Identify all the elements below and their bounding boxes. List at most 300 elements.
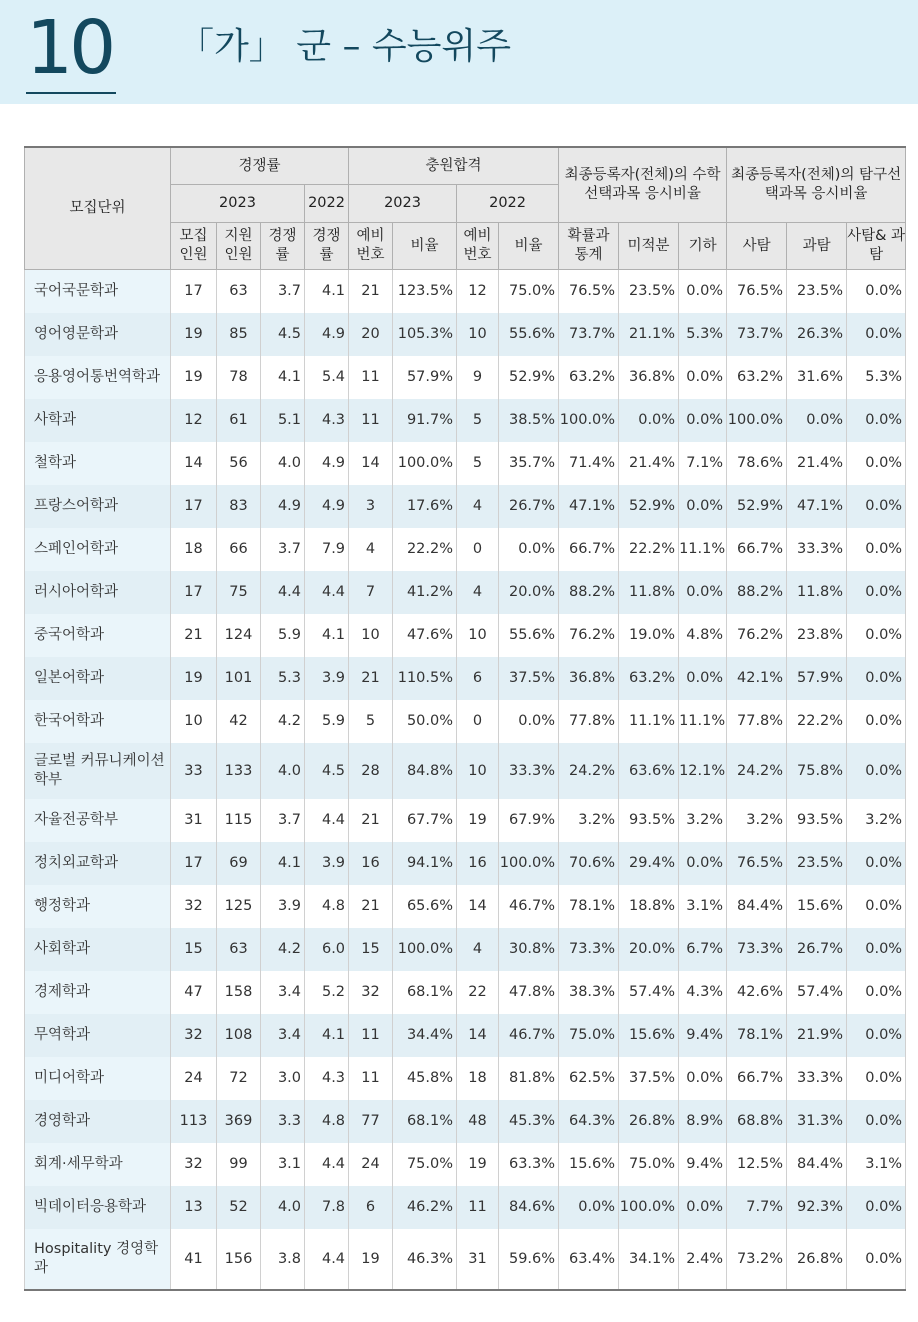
cell-unit-name: 사학과	[25, 399, 171, 442]
cell-unit-name: 러시아어학과	[25, 571, 171, 614]
cell-geometry: 3.1%	[679, 885, 727, 928]
cell-geometry: 12.1%	[679, 743, 727, 799]
cell-rate-2023: 4.1	[261, 356, 305, 399]
cell-wait-ratio-2023: 65.6%	[393, 885, 457, 928]
cell-rate-2023: 3.7	[261, 799, 305, 842]
cell-quota: 14	[171, 442, 217, 485]
cell-both: 3.2%	[847, 799, 906, 842]
cell-rate-2023: 4.0	[261, 743, 305, 799]
cell-rate-2022: 4.8	[305, 1100, 349, 1143]
cell-science: 23.8%	[787, 614, 847, 657]
col-science: 과탐	[787, 223, 847, 270]
cell-wait-no-2023: 21	[349, 885, 393, 928]
cell-prob-stat: 76.2%	[559, 614, 619, 657]
header-competition-2022: 2022	[305, 185, 349, 223]
cell-wait-no-2022: 4	[457, 485, 499, 528]
cell-prob-stat: 36.8%	[559, 657, 619, 700]
cell-rate-2022: 4.8	[305, 885, 349, 928]
table-row	[25, 885, 906, 928]
cell-both: 0.0%	[847, 743, 906, 799]
cell-unit-name: 경영학과	[25, 1100, 171, 1143]
cell-wait-no-2023: 16	[349, 842, 393, 885]
cell-wait-no-2023: 6	[349, 1186, 393, 1229]
cell-wait-ratio-2023: 100.0%	[393, 928, 457, 971]
cell-quota: 19	[171, 313, 217, 356]
cell-wait-no-2023: 7	[349, 571, 393, 614]
cell-wait-ratio-2022: 46.7%	[499, 885, 559, 928]
cell-science: 21.9%	[787, 1014, 847, 1057]
cell-unit-name: 글로벌 커뮤니케이션학부	[25, 743, 171, 799]
cell-unit-name: 응용영어통번역학과	[25, 356, 171, 399]
cell-geometry: 3.2%	[679, 799, 727, 842]
cell-applicants: 66	[217, 528, 261, 571]
cell-rate-2023: 3.4	[261, 1014, 305, 1057]
cell-wait-no-2022: 19	[457, 799, 499, 842]
cell-prob-stat: 100.0%	[559, 399, 619, 442]
table-row	[25, 657, 906, 700]
cell-wait-no-2023: 11	[349, 1057, 393, 1100]
cell-applicants: 115	[217, 799, 261, 842]
cell-rate-2023: 3.3	[261, 1100, 305, 1143]
cell-unit-name: 일본어학과	[25, 657, 171, 700]
cell-wait-ratio-2022: 37.5%	[499, 657, 559, 700]
cell-wait-no-2023: 21	[349, 270, 393, 313]
cell-social: 78.1%	[727, 1014, 787, 1057]
cell-social: 66.7%	[727, 1057, 787, 1100]
cell-wait-ratio-2023: 50.0%	[393, 700, 457, 743]
cell-calculus: 20.0%	[619, 928, 679, 971]
cell-science: 21.4%	[787, 442, 847, 485]
table-row	[25, 356, 906, 399]
cell-wait-ratio-2023: 57.9%	[393, 356, 457, 399]
cell-wait-ratio-2022: 26.7%	[499, 485, 559, 528]
cell-wait-ratio-2023: 91.7%	[393, 399, 457, 442]
cell-science: 75.8%	[787, 743, 847, 799]
cell-science: 31.6%	[787, 356, 847, 399]
cell-rate-2022: 4.3	[305, 1057, 349, 1100]
cell-prob-stat: 88.2%	[559, 571, 619, 614]
cell-social: 42.6%	[727, 971, 787, 1014]
table-row	[25, 928, 906, 971]
cell-unit-name: Hospitality 경영학과	[25, 1229, 171, 1290]
cell-geometry: 4.3%	[679, 971, 727, 1014]
cell-wait-no-2022: 9	[457, 356, 499, 399]
cell-both: 0.0%	[847, 885, 906, 928]
col-both: 사탐& 과탐	[847, 223, 906, 270]
cell-geometry: 9.4%	[679, 1014, 727, 1057]
cell-wait-no-2023: 32	[349, 971, 393, 1014]
cell-science: 33.3%	[787, 1057, 847, 1100]
cell-both: 0.0%	[847, 399, 906, 442]
cell-quota: 19	[171, 657, 217, 700]
cell-rate-2022: 7.9	[305, 528, 349, 571]
cell-wait-no-2022: 18	[457, 1057, 499, 1100]
col-wait-no-2022: 예비 번호	[457, 223, 499, 270]
cell-wait-ratio-2023: 75.0%	[393, 1143, 457, 1186]
cell-geometry: 0.0%	[679, 842, 727, 885]
cell-rate-2022: 4.9	[305, 313, 349, 356]
cell-wait-ratio-2023: 22.2%	[393, 528, 457, 571]
cell-both: 0.0%	[847, 928, 906, 971]
cell-rate-2022: 4.5	[305, 743, 349, 799]
table-row	[25, 743, 906, 799]
cell-quota: 31	[171, 799, 217, 842]
cell-both: 5.3%	[847, 356, 906, 399]
cell-social: 68.8%	[727, 1100, 787, 1143]
cell-science: 47.1%	[787, 485, 847, 528]
cell-rate-2022: 4.4	[305, 1229, 349, 1290]
cell-rate-2023: 4.1	[261, 842, 305, 885]
cell-wait-ratio-2022: 52.9%	[499, 356, 559, 399]
cell-applicants: 72	[217, 1057, 261, 1100]
cell-applicants: 63	[217, 928, 261, 971]
cell-wait-ratio-2022: 67.9%	[499, 799, 559, 842]
cell-applicants: 158	[217, 971, 261, 1014]
cell-wait-ratio-2023: 17.6%	[393, 485, 457, 528]
cell-calculus: 0.0%	[619, 399, 679, 442]
cell-social: 52.9%	[727, 485, 787, 528]
cell-prob-stat: 73.7%	[559, 313, 619, 356]
cell-wait-no-2023: 11	[349, 1014, 393, 1057]
cell-calculus: 52.9%	[619, 485, 679, 528]
header-waitlist-2022: 2022	[457, 185, 559, 223]
cell-rate-2022: 6.0	[305, 928, 349, 971]
cell-rate-2023: 3.1	[261, 1143, 305, 1186]
cell-science: 22.2%	[787, 700, 847, 743]
cell-geometry: 0.0%	[679, 657, 727, 700]
cell-prob-stat: 63.4%	[559, 1229, 619, 1290]
cell-wait-ratio-2023: 105.3%	[393, 313, 457, 356]
cell-social: 73.3%	[727, 928, 787, 971]
cell-wait-no-2023: 3	[349, 485, 393, 528]
col-wait-ratio-2022: 비율	[499, 223, 559, 270]
cell-rate-2023: 4.0	[261, 442, 305, 485]
cell-social: 42.1%	[727, 657, 787, 700]
cell-wait-no-2022: 31	[457, 1229, 499, 1290]
cell-wait-ratio-2023: 68.1%	[393, 1100, 457, 1143]
header-math-ratio: 최종등록자(전체)의 수학선택과목 응시비율	[559, 147, 727, 223]
table-row	[25, 528, 906, 571]
table-row	[25, 399, 906, 442]
col-social: 사탐	[727, 223, 787, 270]
cell-applicants: 69	[217, 842, 261, 885]
cell-both: 0.0%	[847, 571, 906, 614]
col-applicants: 지원 인원	[217, 223, 261, 270]
cell-rate-2023: 3.7	[261, 528, 305, 571]
cell-geometry: 2.4%	[679, 1229, 727, 1290]
table-row	[25, 1014, 906, 1057]
col-wait-ratio-2023: 비율	[393, 223, 457, 270]
cell-wait-ratio-2022: 75.0%	[499, 270, 559, 313]
cell-quota: 17	[171, 270, 217, 313]
cell-geometry: 0.0%	[679, 1186, 727, 1229]
cell-calculus: 22.2%	[619, 528, 679, 571]
cell-both: 0.0%	[847, 270, 906, 313]
cell-quota: 32	[171, 885, 217, 928]
cell-quota: 17	[171, 485, 217, 528]
cell-wait-ratio-2023: 47.6%	[393, 614, 457, 657]
cell-wait-no-2022: 0	[457, 700, 499, 743]
cell-calculus: 100.0%	[619, 1186, 679, 1229]
cell-both: 0.0%	[847, 842, 906, 885]
cell-wait-no-2022: 4	[457, 928, 499, 971]
table-row	[25, 270, 906, 313]
cell-unit-name: 미디어학과	[25, 1057, 171, 1100]
cell-wait-ratio-2022: 0.0%	[499, 528, 559, 571]
cell-wait-no-2023: 15	[349, 928, 393, 971]
cell-social: 100.0%	[727, 399, 787, 442]
cell-prob-stat: 73.3%	[559, 928, 619, 971]
cell-wait-no-2022: 10	[457, 614, 499, 657]
cell-quota: 19	[171, 356, 217, 399]
col-wait-no-2023: 예비 번호	[349, 223, 393, 270]
table-row	[25, 799, 906, 842]
col-rate-2022: 경쟁 률	[305, 223, 349, 270]
cell-wait-no-2023: 19	[349, 1229, 393, 1290]
cell-both: 0.0%	[847, 528, 906, 571]
cell-science: 31.3%	[787, 1100, 847, 1143]
cell-calculus: 15.6%	[619, 1014, 679, 1057]
col-prob-stat: 확률과 통계	[559, 223, 619, 270]
cell-applicants: 61	[217, 399, 261, 442]
cell-applicants: 42	[217, 700, 261, 743]
cell-prob-stat: 71.4%	[559, 442, 619, 485]
cell-wait-ratio-2022: 59.6%	[499, 1229, 559, 1290]
cell-calculus: 57.4%	[619, 971, 679, 1014]
cell-applicants: 156	[217, 1229, 261, 1290]
cell-quota: 21	[171, 614, 217, 657]
section-number-underline	[26, 92, 116, 94]
cell-quota: 113	[171, 1100, 217, 1143]
cell-wait-ratio-2022: 30.8%	[499, 928, 559, 971]
cell-social: 12.5%	[727, 1143, 787, 1186]
cell-applicants: 124	[217, 614, 261, 657]
table-row	[25, 842, 906, 885]
cell-wait-no-2023: 28	[349, 743, 393, 799]
cell-rate-2023: 4.2	[261, 928, 305, 971]
table-row	[25, 700, 906, 743]
cell-both: 0.0%	[847, 1057, 906, 1100]
cell-science: 57.4%	[787, 971, 847, 1014]
cell-wait-no-2022: 4	[457, 571, 499, 614]
cell-geometry: 11.1%	[679, 528, 727, 571]
cell-applicants: 133	[217, 743, 261, 799]
col-calculus: 미적분	[619, 223, 679, 270]
cell-both: 0.0%	[847, 1100, 906, 1143]
cell-wait-ratio-2023: 84.8%	[393, 743, 457, 799]
cell-social: 84.4%	[727, 885, 787, 928]
cell-both: 0.0%	[847, 657, 906, 700]
header-competition-2023: 2023	[171, 185, 305, 223]
cell-wait-no-2022: 16	[457, 842, 499, 885]
cell-geometry: 6.7%	[679, 928, 727, 971]
cell-unit-name: 경제학과	[25, 971, 171, 1014]
cell-social: 76.5%	[727, 842, 787, 885]
cell-wait-ratio-2022: 47.8%	[499, 971, 559, 1014]
cell-wait-ratio-2022: 38.5%	[499, 399, 559, 442]
header-inquiry-ratio: 최종등록자(전체)의 탐구선택과목 응시비율	[727, 147, 906, 223]
cell-wait-no-2023: 20	[349, 313, 393, 356]
cell-quota: 47	[171, 971, 217, 1014]
cell-rate-2022: 4.4	[305, 1143, 349, 1186]
table-row	[25, 1057, 906, 1100]
cell-wait-no-2022: 10	[457, 313, 499, 356]
cell-wait-ratio-2023: 67.7%	[393, 799, 457, 842]
cell-science: 0.0%	[787, 399, 847, 442]
cell-wait-no-2023: 21	[349, 657, 393, 700]
cell-rate-2023: 4.2	[261, 700, 305, 743]
table-row	[25, 971, 906, 1014]
cell-both: 0.0%	[847, 614, 906, 657]
cell-rate-2022: 4.9	[305, 485, 349, 528]
cell-wait-ratio-2022: 84.6%	[499, 1186, 559, 1229]
cell-unit-name: 프랑스어학과	[25, 485, 171, 528]
cell-wait-no-2023: 24	[349, 1143, 393, 1186]
cell-rate-2022: 5.4	[305, 356, 349, 399]
cell-wait-no-2023: 11	[349, 399, 393, 442]
cell-applicants: 83	[217, 485, 261, 528]
cell-unit-name: 정치외교학과	[25, 842, 171, 885]
cell-prob-stat: 24.2%	[559, 743, 619, 799]
cell-social: 7.7%	[727, 1186, 787, 1229]
cell-applicants: 125	[217, 885, 261, 928]
cell-calculus: 93.5%	[619, 799, 679, 842]
cell-wait-ratio-2023: 110.5%	[393, 657, 457, 700]
cell-science: 23.5%	[787, 270, 847, 313]
cell-both: 0.0%	[847, 442, 906, 485]
cell-unit-name: 자율전공학부	[25, 799, 171, 842]
cell-social: 3.2%	[727, 799, 787, 842]
cell-rate-2023: 5.3	[261, 657, 305, 700]
cell-social: 88.2%	[727, 571, 787, 614]
cell-prob-stat: 47.1%	[559, 485, 619, 528]
cell-geometry: 11.1%	[679, 700, 727, 743]
cell-geometry: 0.0%	[679, 571, 727, 614]
cell-both: 0.0%	[847, 700, 906, 743]
cell-rate-2023: 3.7	[261, 270, 305, 313]
cell-quota: 12	[171, 399, 217, 442]
cell-science: 57.9%	[787, 657, 847, 700]
cell-wait-no-2023: 77	[349, 1100, 393, 1143]
cell-rate-2022: 4.1	[305, 270, 349, 313]
cell-prob-stat: 78.1%	[559, 885, 619, 928]
cell-geometry: 8.9%	[679, 1100, 727, 1143]
cell-rate-2023: 3.8	[261, 1229, 305, 1290]
cell-prob-stat: 15.6%	[559, 1143, 619, 1186]
cell-geometry: 5.3%	[679, 313, 727, 356]
table-body	[25, 270, 906, 1290]
cell-rate-2023: 4.4	[261, 571, 305, 614]
table-row	[25, 485, 906, 528]
cell-both: 0.0%	[847, 313, 906, 356]
cell-calculus: 63.6%	[619, 743, 679, 799]
cell-science: 84.4%	[787, 1143, 847, 1186]
cell-unit-name: 한국어학과	[25, 700, 171, 743]
cell-rate-2022: 7.8	[305, 1186, 349, 1229]
page-title: 「가」 군 – 수능위주	[178, 26, 511, 67]
col-quota: 모집 인원	[171, 223, 217, 270]
cell-wait-ratio-2022: 45.3%	[499, 1100, 559, 1143]
cell-unit-name: 빅데이터응용학과	[25, 1186, 171, 1229]
cell-wait-no-2022: 10	[457, 743, 499, 799]
col-geometry: 기하	[679, 223, 727, 270]
cell-unit-name: 행정학과	[25, 885, 171, 928]
cell-wait-ratio-2022: 63.3%	[499, 1143, 559, 1186]
cell-applicants: 63	[217, 270, 261, 313]
cell-social: 78.6%	[727, 442, 787, 485]
cell-wait-no-2023: 5	[349, 700, 393, 743]
cell-unit-name: 무역학과	[25, 1014, 171, 1057]
cell-wait-no-2022: 5	[457, 442, 499, 485]
cell-both: 0.0%	[847, 1186, 906, 1229]
cell-applicants: 78	[217, 356, 261, 399]
cell-calculus: 37.5%	[619, 1057, 679, 1100]
table-row	[25, 442, 906, 485]
cell-wait-no-2022: 48	[457, 1100, 499, 1143]
cell-wait-ratio-2023: 123.5%	[393, 270, 457, 313]
cell-applicants: 75	[217, 571, 261, 614]
cell-prob-stat: 3.2%	[559, 799, 619, 842]
cell-applicants: 56	[217, 442, 261, 485]
cell-both: 0.0%	[847, 971, 906, 1014]
cell-wait-ratio-2022: 20.0%	[499, 571, 559, 614]
cell-calculus: 63.2%	[619, 657, 679, 700]
cell-social: 77.8%	[727, 700, 787, 743]
cell-quota: 41	[171, 1229, 217, 1290]
cell-science: 92.3%	[787, 1186, 847, 1229]
cell-quota: 10	[171, 700, 217, 743]
cell-wait-no-2023: 10	[349, 614, 393, 657]
cell-geometry: 0.0%	[679, 270, 727, 313]
page-header	[0, 0, 918, 104]
cell-wait-no-2023: 4	[349, 528, 393, 571]
cell-calculus: 29.4%	[619, 842, 679, 885]
cell-prob-stat: 66.7%	[559, 528, 619, 571]
cell-wait-no-2023: 21	[349, 799, 393, 842]
cell-calculus: 75.0%	[619, 1143, 679, 1186]
cell-calculus: 18.8%	[619, 885, 679, 928]
cell-calculus: 23.5%	[619, 270, 679, 313]
cell-science: 11.8%	[787, 571, 847, 614]
cell-applicants: 108	[217, 1014, 261, 1057]
cell-social: 73.2%	[727, 1229, 787, 1290]
cell-both: 3.1%	[847, 1143, 906, 1186]
cell-wait-ratio-2022: 33.3%	[499, 743, 559, 799]
cell-rate-2022: 4.4	[305, 571, 349, 614]
cell-prob-stat: 70.6%	[559, 842, 619, 885]
cell-rate-2023: 3.0	[261, 1057, 305, 1100]
cell-rate-2023: 3.9	[261, 885, 305, 928]
cell-rate-2023: 5.9	[261, 614, 305, 657]
cell-wait-ratio-2023: 94.1%	[393, 842, 457, 885]
cell-unit-name: 영어영문학과	[25, 313, 171, 356]
cell-wait-no-2022: 0	[457, 528, 499, 571]
cell-applicants: 52	[217, 1186, 261, 1229]
table-row	[25, 313, 906, 356]
cell-unit-name: 회계·세무학과	[25, 1143, 171, 1186]
cell-rate-2022: 4.3	[305, 399, 349, 442]
cell-quota: 13	[171, 1186, 217, 1229]
cell-unit-name: 사회학과	[25, 928, 171, 971]
cell-applicants: 85	[217, 313, 261, 356]
cell-both: 0.0%	[847, 1014, 906, 1057]
cell-wait-ratio-2023: 68.1%	[393, 971, 457, 1014]
cell-wait-ratio-2023: 45.8%	[393, 1057, 457, 1100]
cell-rate-2022: 5.2	[305, 971, 349, 1014]
cell-wait-ratio-2022: 35.7%	[499, 442, 559, 485]
cell-calculus: 21.1%	[619, 313, 679, 356]
cell-unit-name: 국어국문학과	[25, 270, 171, 313]
